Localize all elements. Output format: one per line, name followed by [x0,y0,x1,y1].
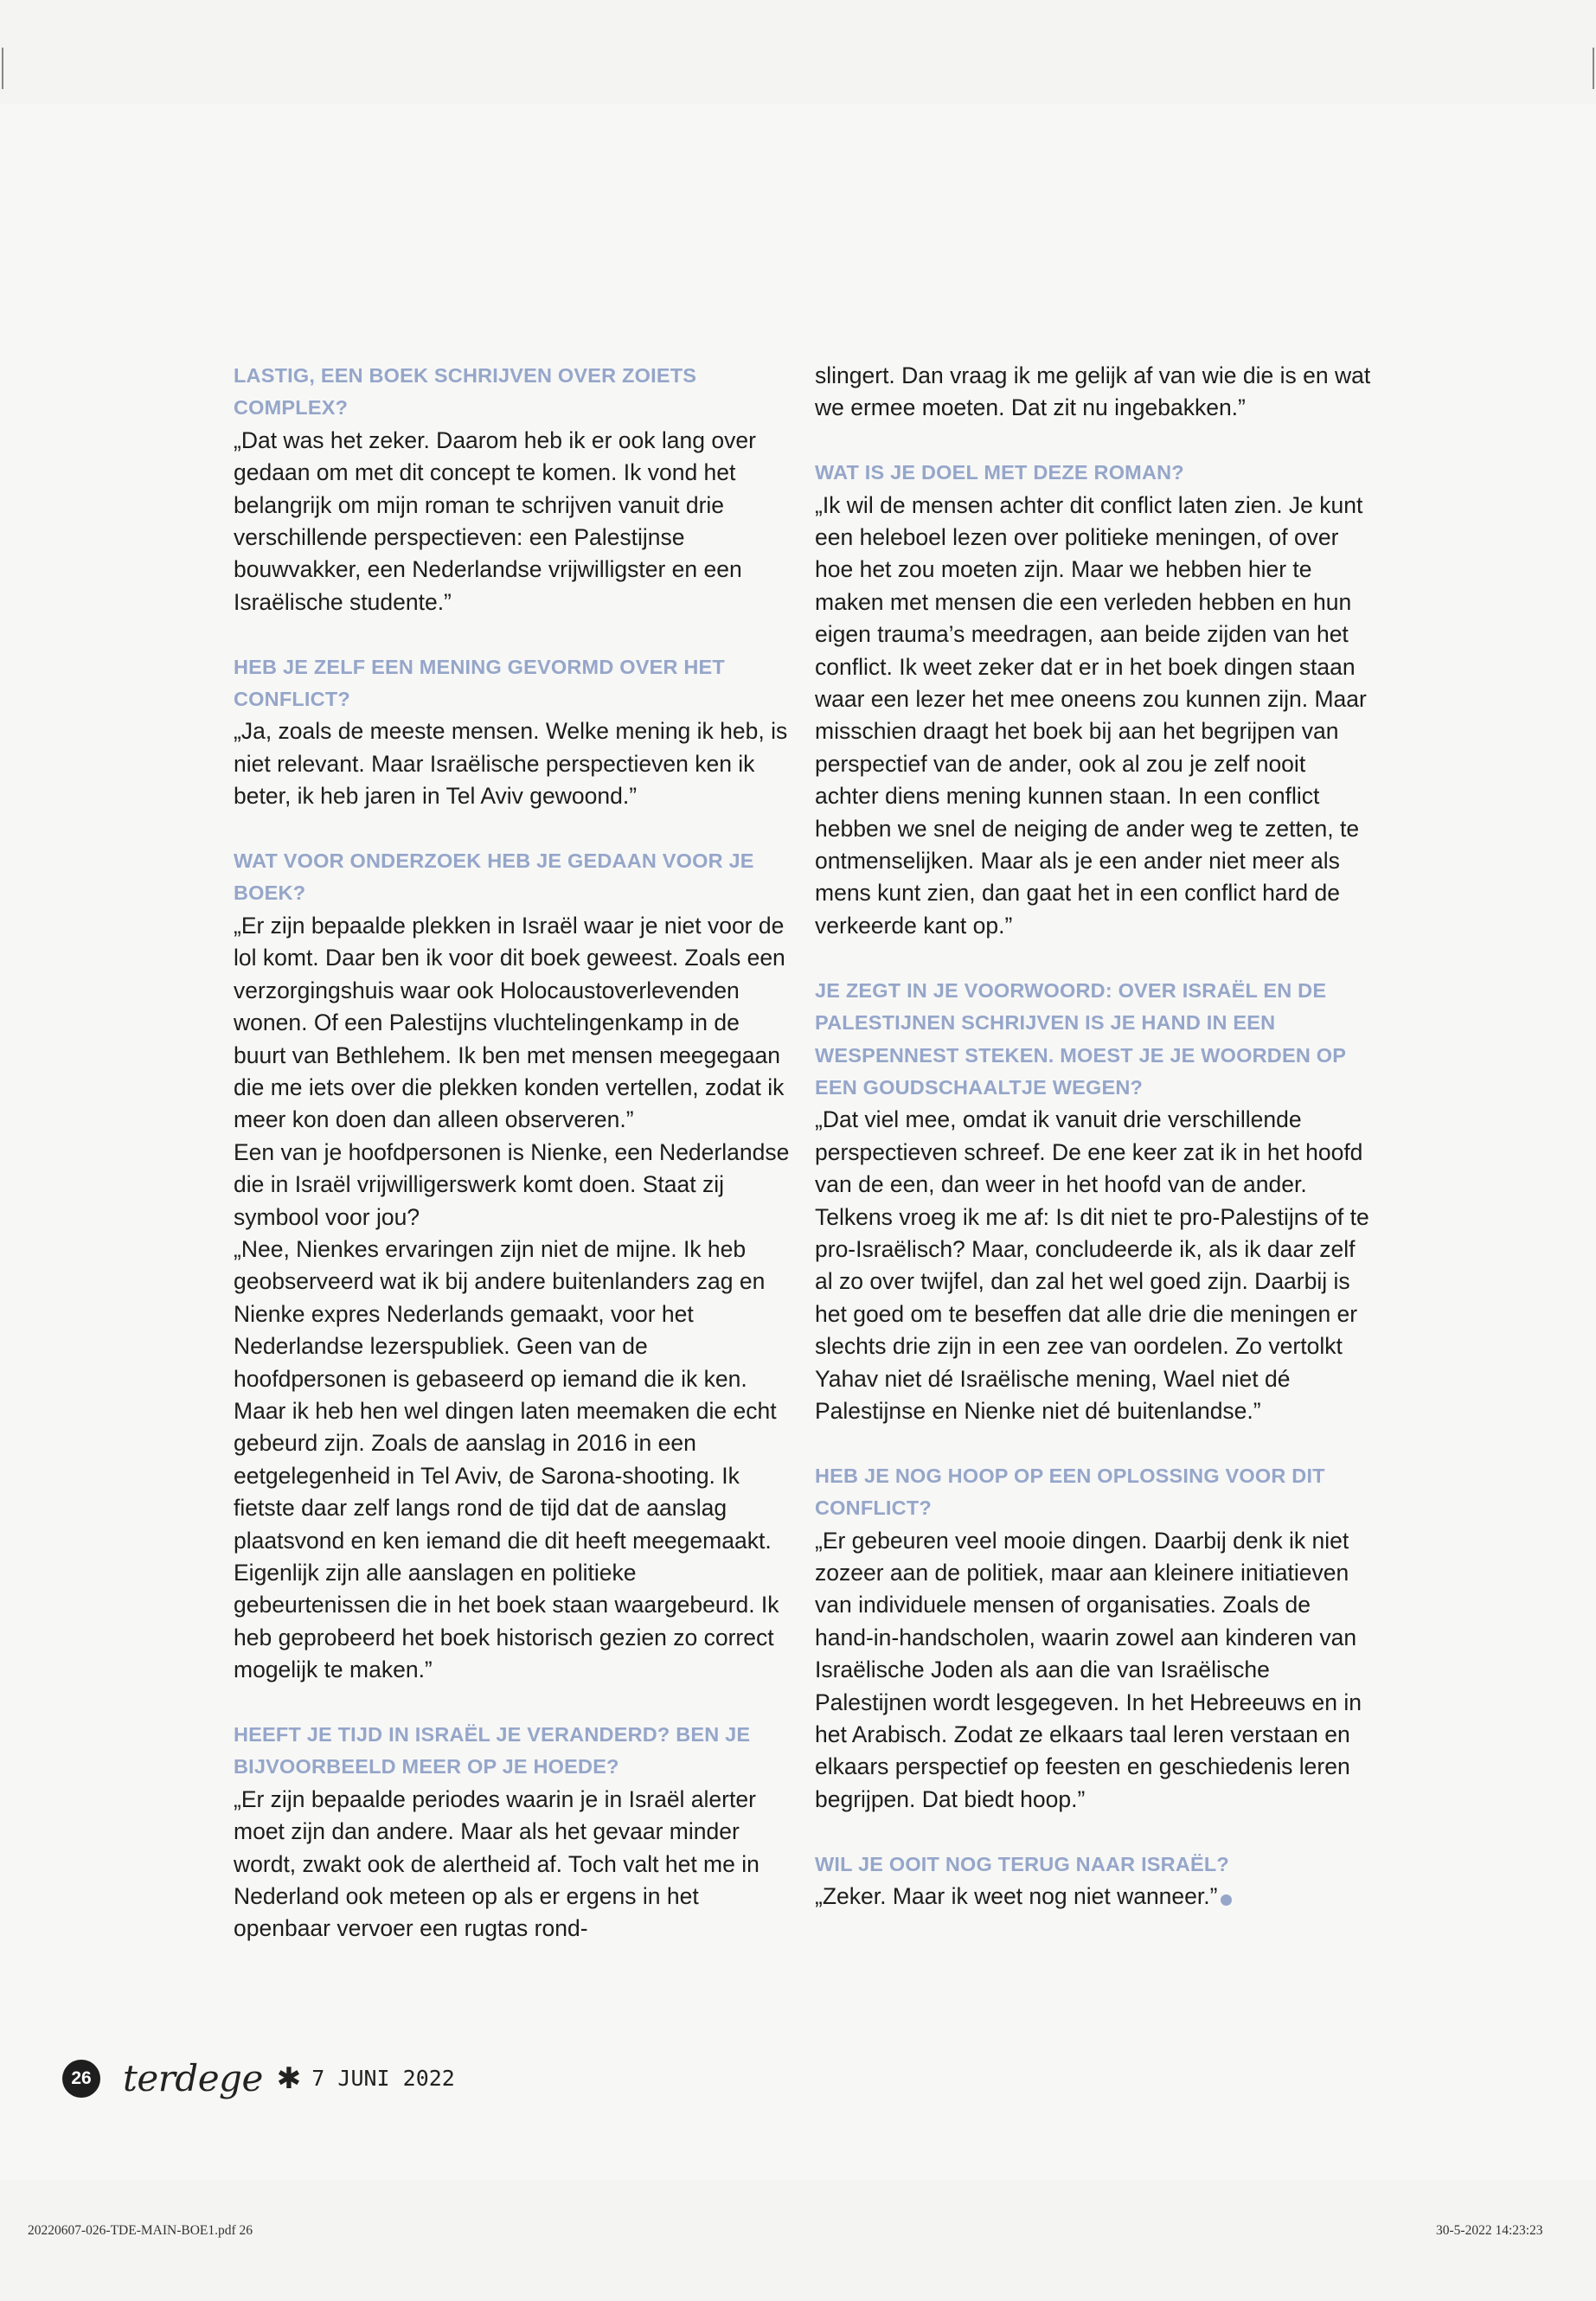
magazine-logo: terdege [123,2057,263,2099]
answer-paragraph: „Er gebeuren veel mooie dingen. Daarbij denk ik niet zozeer aan de politiek, maar aan kleinere initiatieven van individuele mensen of organisaties. Zoals de hand-in-handscholen, waarin zowel aan kinderen van Israëlische Joden als aan die van Israëlische Palestijnen wordt lesgegeven. In het Hebreeuws en in het Arabisch. Zodat ze elkaars taal leren verstaan en elkaars perspectief op feesten en geschiedenis leren begrijpen. Dat biedt hoop.” [815,1527,1362,1812]
answer-paragraph: slingert. Dan vraag ik me gelijk af van wie die is en wat we ermee moeten. Dat zit nu ingebakken.” [815,362,1371,421]
answer-paragraph: „Ik wil de mensen achter dit conflict laten zien. Je kunt een heleboel lezen over politieke meningen, of over hoe het zou moeten zijn. Maar we hebben hier te maken met mensen die een verleden hebben en hun eigen trauma’s meedragen, aan beide zijden van het conflict. Ik weet zeker dat er in het boek dingen staan waar een lezer het mee oneens zou kunnen zijn. Maar misschien draagt het boek bij aan het begrijpen van perspectief van de ander, ook al zou je zelf nooit achter diens mening kunnen staan. In een conflict hebben we snel de neiging de ander weg te zetten, te ontmenselijken. Maar als je een ander niet meer als mens kunt zien, dan gaat het in een conflict hard de verkeerde kant op.” [815,491,1367,939]
left-column [234,360,792,1945]
question-heading: WIL JE OOIT NOG TERUG NAAR ISRAËL? [815,1852,1229,1875]
answer-paragraph [815,1881,1373,1913]
crop-mark-top-left [2,48,3,89]
answer-paragraph: „Dat was het zeker. Daarom heb ik er ook lang over gedaan om met dit concept te komen. Ik vond het belangrijk om mijn roman te schrijven vanuit drie verschillende perspectieven: een Palestijnse bouwvakker, een Nederlandse vrijwilligster en een Israëlische studente.” [234,426,756,615]
question-heading: HEB JE ZELF EEN MENING GEVORMD OVER HET CONFLICT? [234,655,725,711]
issue-date: 7 JUNI 2022 [311,2066,455,2091]
question-heading: WAT IS JE DOEL MET DEZE ROMAN? [815,461,1184,484]
end-dot-icon [1221,1894,1232,1906]
question-heading: WAT VOOR ONDERZOEK HEB JE GEDAAN VOOR JE BOEK? [234,849,754,905]
question-heading: HEEFT JE TIJD IN ISRAËL JE VERANDERD? BEN JE BIJVOORBEELD MEER OP JE HOEDE? [234,1723,751,1779]
printer-slug-file: 20220607-026-TDE-MAIN-BOE1.pdf 26 [28,2223,253,2238]
page-number-badge: 26 [62,2060,100,2098]
question-heading: JE ZEGT IN JE VOORWOORD: OVER ISRAËL EN DE PALESTIJNEN SCHRIJVEN IS JE HAND IN EEN WESPENNEST STEKEN. MOEST JE JE WOORDEN OP EEN GOUDSCHAALTJE WEGEN? [815,978,1346,1099]
final-answer-text: „Zeker. Maar ik weet nog niet wanneer.” [815,1883,1218,1910]
question-heading: LASTIG, EEN BOEK SCHRIJVEN OVER ZOIETS COMPLEX? [234,364,697,420]
question-heading: HEB JE NOG HOOP OP EEN OPLOSSING VOOR DIT CONFLICT? [815,1464,1325,1520]
answer-paragraph: „Nee, Nienkes ervaringen zijn niet de mijne. Ik heb geobserveerd wat ik bij andere buitenlanders zag en Nienke expres Nederlands gemaakt, voor het Nederlandse lezerspubliek. Geen van de hoofdpersonen is gebaseerd op iemand die ik ken. Maar ik heb hen wel dingen laten meemaken die echt gebeurd zijn. Zoals de aanslag in 2016 in een eetgelegenheid in Tel Aviv, de Sarona-shooting. Ik fietste daar zelf langs rond de tijd dat de aanslag plaatsvond en ken iemand die dit heeft meegemaakt. Eigenlijk zijn alle aanslagen en politieke gebeurtenissen die in het boek staan waargebeurd. Ik heb geprobeerd het boek historisch gezien zo correct mogelijk te maken.” [234,1235,779,1683]
asterisk-icon: ✱ [276,2061,302,2096]
page-footer [62,2057,455,2099]
answer-paragraph: Een van je hoofdpersonen is Nienke, een Nederlandse die in Israël vrijwilligerswerk komt doen. Staat zij symbool voor jou? [234,1138,790,1230]
answer-paragraph: „Er zijn bepaalde plekken in Israël waar je niet voor de lol komt. Daar ben ik voor dit boek geweest. Zoals een verzorgingshuis waar ook Holocaustoverlevenden wonen. Of een Palestijns vluchtelingenkamp in de buurt van Bethlehem. Ik ben met mensen meegegaan die me iets over die plekken konden vertellen, zodat ik meer kon doen dan alleen observeren.” [234,912,785,1133]
right-column [815,360,1373,1913]
answer-paragraph: „Er zijn bepaalde periodes waarin je in Israël alerter moet zijn dan andere. Maar als het gevaar minder wordt, zwakt ook de alertheid af. Toch valt het me in Nederland ook meteen op als er ergens in het openbaar vervoer een rugtas rond- [234,1785,760,1942]
answer-paragraph: „Ja, zoals de meeste mensen. Welke mening ik heb, is niet relevant. Maar Israëlische perspectieven ken ik beter, ik heb jaren in Tel Aviv gewoond.” [234,718,788,810]
crop-mark-top-right [1593,48,1594,89]
printer-slug-timestamp: 30-5-2022 14:23:23 [1436,2223,1543,2238]
answer-paragraph: „Dat viel mee, omdat ik vanuit drie verschillende perspectieven schreef. De ene keer zat ik in het hoofd van de een, dan weer in het hoofd van de ander. Telkens vroeg ik me af: Is dit niet te pro-Palestijns of te pro-Israëlisch? Maar, concludeerde ik, als ik daar zelf al zo over twijfel, dan zal het wel goed zijn. Daarbij is het goed om te beseffen dat alle drie die meningen er slechts drie zijn in een zee van oordelen. Zo vertolkt Yahav niet dé Israëlische mening, Wael niet dé Palestijnse en Nienke niet dé buitenlandse.” [815,1106,1369,1424]
